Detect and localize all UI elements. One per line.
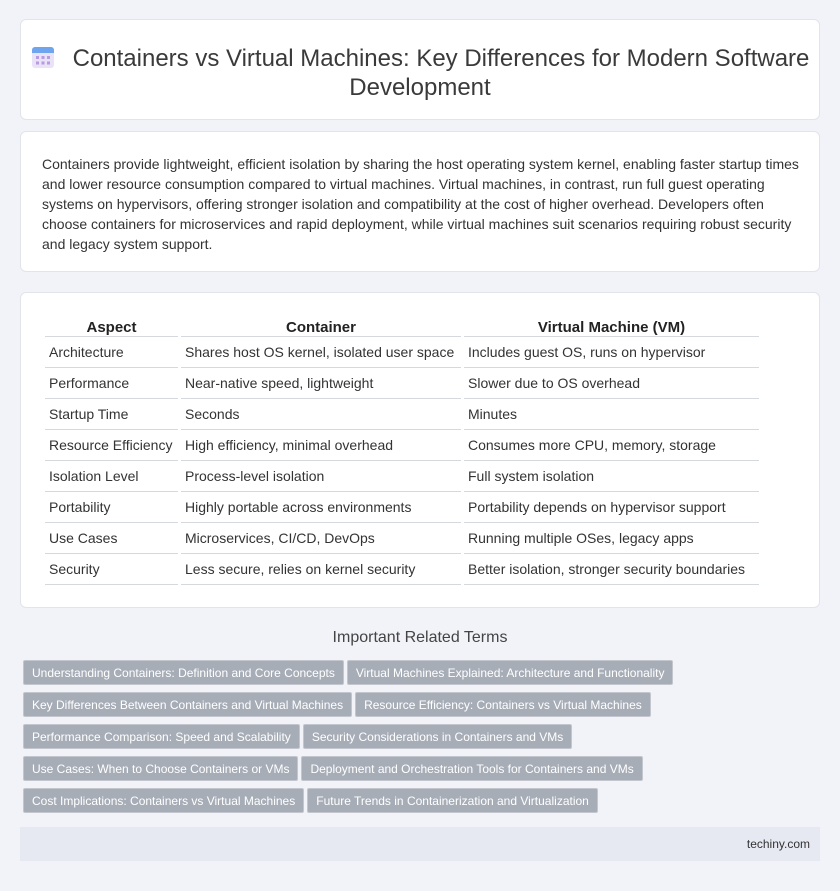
related-term-link[interactable]: Cost Implications: Containers vs Virtual Machines: [23, 788, 304, 813]
cell-vm: Portability depends on hypervisor support: [464, 492, 759, 523]
page-title: Containers vs Virtual Machines: Key Differences for Modern Software Development: [72, 45, 810, 101]
cell-container: Near-native speed, lightweight: [181, 368, 461, 399]
related-term-link[interactable]: Resource Efficiency: Containers vs Virtual Machines: [355, 692, 651, 717]
cell-container: Seconds: [181, 399, 461, 430]
related-term-link[interactable]: Use Cases: When to Choose Containers or VMs: [23, 756, 298, 781]
table-header-row: [45, 314, 759, 337]
cell-vm: Better isolation, stronger security boundaries: [464, 554, 759, 585]
table-row: [45, 368, 759, 399]
related-term-link[interactable]: Understanding Containers: Definition and Core Concepts: [23, 660, 344, 685]
table-row: [45, 554, 759, 585]
cell-container: Microservices, CI/CD, DevOps: [181, 523, 461, 554]
cell-aspect: Security: [45, 554, 178, 585]
footer: [20, 827, 820, 861]
related-term-link[interactable]: Security Considerations in Containers and VMs: [303, 724, 572, 749]
tag-row: [23, 788, 823, 820]
related-terms-list: [23, 660, 823, 820]
related-term-link[interactable]: Virtual Machines Explained: Architecture and Functionality: [347, 660, 674, 685]
related-term-link[interactable]: Future Trends in Containerization and Virtualization: [307, 788, 598, 813]
comparison-table-card: [20, 292, 820, 608]
title-card: [20, 19, 820, 120]
header-aspect: Aspect: [45, 314, 178, 337]
header-container: Container: [181, 314, 461, 337]
cell-vm: Consumes more CPU, memory, storage: [464, 430, 759, 461]
tag-row: [23, 660, 823, 692]
footer-site: techiny.com: [746, 837, 810, 851]
cell-aspect: Performance: [45, 368, 178, 399]
cell-vm: Full system isolation: [464, 461, 759, 492]
tag-row: [23, 756, 823, 788]
cell-container: Shares host OS kernel, isolated user space: [181, 337, 461, 368]
cell-container: Process-level isolation: [181, 461, 461, 492]
related-term-link[interactable]: Performance Comparison: Speed and Scalability: [23, 724, 300, 749]
cell-container: Highly portable across environments: [181, 492, 461, 523]
related-term-link[interactable]: Key Differences Between Containers and Virtual Machines: [23, 692, 352, 717]
tag-row: [23, 724, 823, 756]
cell-aspect: Architecture: [45, 337, 178, 368]
cell-container: Less secure, relies on kernel security: [181, 554, 461, 585]
cell-aspect: Resource Efficiency: [45, 430, 178, 461]
page-title-wrap: [21, 44, 819, 102]
table-row: [45, 337, 759, 368]
intro-card: [20, 131, 820, 272]
table-row: [45, 523, 759, 554]
cell-vm: Includes guest OS, runs on hypervisor: [464, 337, 759, 368]
cell-vm: Minutes: [464, 399, 759, 430]
cell-vm: Slower due to OS overhead: [464, 368, 759, 399]
related-term-link[interactable]: Deployment and Orchestration Tools for Containers and VMs: [301, 756, 642, 781]
cell-aspect: Startup Time: [45, 399, 178, 430]
table-row: [45, 430, 759, 461]
table-row: [45, 461, 759, 492]
header-vm: Virtual Machine (VM): [464, 314, 759, 337]
cell-vm: Running multiple OSes, legacy apps: [464, 523, 759, 554]
table-row: [45, 399, 759, 430]
comparison-table: [42, 314, 762, 585]
related-terms-heading: Important Related Terms: [332, 629, 508, 646]
table-row: [45, 492, 759, 523]
calendar-icon: [31, 45, 55, 69]
cell-container: High efficiency, minimal overhead: [181, 430, 461, 461]
cell-aspect: Portability: [45, 492, 178, 523]
tag-row: [23, 692, 823, 724]
cell-aspect: Use Cases: [45, 523, 178, 554]
cell-aspect: Isolation Level: [45, 461, 178, 492]
intro-paragraph: Containers provide lightweight, efficient isolation by sharing the host operating system kernel, enabling faster startup times and lower resource consumption compared to virtual machines. Virtual machines, in contrast, run full guest operating systems on hypervisors, offering stronger isolation and compatibility at the cost of higher overhead. Developers often choose containers for microservices and rapid deployment, while virtual machines suit scenarios requiring robust security and legacy system support.: [42, 156, 799, 252]
